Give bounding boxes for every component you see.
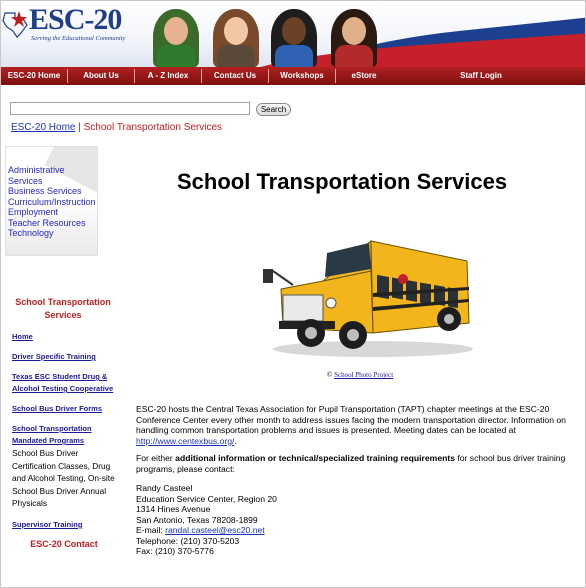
copyright-icon: © (327, 371, 333, 379)
menu-item-teacher-resources[interactable]: Teacher Resources (8, 217, 86, 228)
menu-item-business-services[interactable]: Business Services (8, 186, 82, 196)
contact-phone: Telephone: (210) 370-5203 (136, 535, 240, 546)
student-photo-2 (213, 9, 259, 67)
sidebar-nav (12, 331, 122, 531)
nav-estore[interactable]: eStore (351, 71, 377, 80)
search-button[interactable]: Search (256, 103, 291, 116)
header-banner (1, 1, 585, 67)
photo-credit-link[interactable]: School Photo Project (334, 371, 394, 379)
departments-menu (5, 146, 98, 256)
sidebar-section-title: School Transportation Services (15, 297, 111, 320)
contact-city: San Antonio, Texas 78208-1899 (136, 514, 258, 525)
contact-intro-paragraph: For either additional information or technical/specialized training requirements for school bus driver training programs, please contact: (136, 453, 566, 474)
nav-staff-login[interactable]: Staff Login (460, 71, 502, 80)
contact-email-link[interactable]: randal.casteel@esc20.net (165, 525, 265, 535)
contact-email-line: E-mail: randal.casteel@esc20.net (136, 525, 265, 535)
breadcrumb-home-link[interactable]: ESC-20 Home (11, 122, 76, 133)
search-input[interactable] (10, 102, 250, 115)
menu-item-curriculum-instruction[interactable]: Curriculum/Instruction (8, 196, 96, 207)
student-photo-4 (331, 9, 377, 67)
breadcrumb-current: School Transportation Services (83, 122, 223, 133)
nav-a-z-index[interactable]: A - Z Index (147, 71, 189, 80)
student-photo-1 (153, 9, 199, 67)
sidebar-item-driver-training[interactable]: Driver Specific Training (12, 352, 96, 361)
menu-item-technology[interactable]: Technology (8, 228, 54, 238)
nav-workshops[interactable]: Workshops (280, 71, 324, 80)
contact-org: Education Service Center, Region 20 (136, 493, 277, 504)
sidebar-item-drug-testing[interactable]: Texas ESC Student Drug & Alcohol Testing Cooperative (12, 372, 114, 393)
intro-paragraph: ESC-20 hosts the Central Texas Association for Pupil Transportation (TAPT) chapter meetings at the ESC-20 Conference Center every other month to address issues facing the modern transportation director. Information on handling common transportation problems and issues is presented. Meeting dates can be located at http://www.centexbus.org/. (136, 404, 566, 446)
sidebar-item-mandated-programs[interactable]: School Transportation Mandated Programs (12, 424, 92, 445)
sidebar-item-home[interactable]: Home (12, 332, 33, 341)
nav-contact-us[interactable]: Contact Us (213, 71, 257, 80)
contact-street: 1314 Hines Avenue (136, 504, 211, 514)
top-navigation (1, 67, 585, 85)
menu-item-employment[interactable]: Employment (8, 207, 59, 217)
photo-credit (327, 371, 393, 379)
contact-name: Randy Casteel (136, 483, 193, 493)
student-photo-3 (271, 9, 317, 67)
mandated-programs-description: School Bus Driver Certification Classes, Drug and Alcohol Testing, On-site School Bus Driver Annual Physicals (12, 448, 115, 509)
sidebar-item-supervisor-training[interactable]: Supervisor Training (12, 519, 83, 529)
breadcrumb: ESC-20 Home | School Transportation Services (11, 122, 223, 133)
menu-item-administrative-services[interactable]: Administrative Services (8, 165, 65, 186)
logo[interactable]: ESC-20 (29, 3, 122, 36)
school-bus-image (253, 231, 479, 359)
contact-fax: Fax: (210) 370-5776 (136, 546, 214, 556)
sidebar-item-bus-driver-forms[interactable]: School Bus Driver Forms (12, 404, 103, 413)
nav-esc20-home[interactable]: ESC-20 Home (7, 71, 61, 80)
contact-address-block (136, 483, 580, 557)
page-title: School Transportation Services (177, 169, 508, 194)
nav-about-us[interactable]: About Us (83, 71, 119, 80)
logo-tagline: Serving the Educational Community (31, 35, 126, 42)
sidebar-contact-heading[interactable]: ESC-20 Contact (30, 539, 98, 549)
centexbus-link[interactable]: http://www.centexbus.org/ (136, 435, 235, 446)
